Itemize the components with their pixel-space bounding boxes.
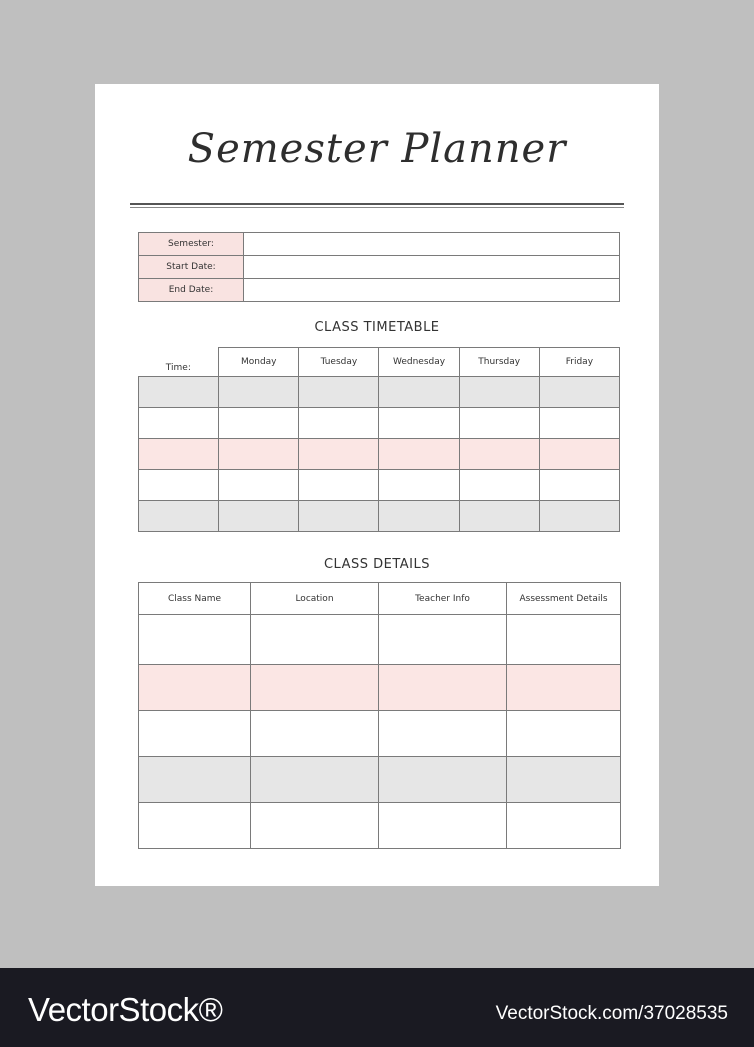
timetable-row: [139, 408, 620, 439]
day-wednesday: Wednesday: [379, 348, 459, 377]
semester-info-table: [138, 232, 620, 302]
watermark-footer: [0, 968, 754, 1047]
end-date-label: End Date:: [139, 279, 244, 302]
timetable-cell[interactable]: [539, 408, 619, 439]
timetable-cell[interactable]: [539, 501, 619, 532]
timetable-cell[interactable]: [539, 470, 619, 501]
details-row: [139, 665, 621, 711]
timetable-cell[interactable]: [219, 408, 299, 439]
day-tuesday: Tuesday: [299, 348, 379, 377]
timetable-cell[interactable]: [539, 439, 619, 470]
details-cell[interactable]: [507, 615, 621, 665]
time-label: Time:: [139, 348, 219, 377]
details-row: [139, 711, 621, 757]
details-cell[interactable]: [251, 757, 379, 803]
timetable-cell[interactable]: [299, 501, 379, 532]
details-cell[interactable]: [139, 803, 251, 849]
details-cell[interactable]: [379, 803, 507, 849]
details-cell[interactable]: [251, 711, 379, 757]
details-cell[interactable]: [507, 665, 621, 711]
end-date-row: [139, 279, 620, 302]
title-divider: [130, 203, 624, 205]
details-row: [139, 615, 621, 665]
timetable-cell[interactable]: [459, 470, 539, 501]
semester-row: [139, 233, 620, 256]
timetable-cell[interactable]: [139, 408, 219, 439]
col-teacher-info: Teacher Info: [379, 583, 507, 615]
day-thursday: Thursday: [459, 348, 539, 377]
start-date-row: [139, 256, 620, 279]
timetable-row: [139, 470, 620, 501]
timetable-cell[interactable]: [379, 470, 459, 501]
timetable-cell[interactable]: [379, 439, 459, 470]
timetable-cell[interactable]: [299, 439, 379, 470]
start-date-field[interactable]: [244, 256, 620, 279]
details-row: [139, 757, 621, 803]
details-heading: CLASS DETAILS: [323, 557, 431, 572]
timetable-cell[interactable]: [139, 501, 219, 532]
details-cell[interactable]: [139, 711, 251, 757]
details-cell[interactable]: [379, 615, 507, 665]
details-header-row: [139, 583, 621, 615]
timetable-cell[interactable]: [539, 377, 619, 408]
details-row: [139, 803, 621, 849]
vectorstock-logo: VectorStock®: [28, 991, 223, 1028]
timetable-cell[interactable]: [299, 470, 379, 501]
timetable-cell[interactable]: [299, 408, 379, 439]
timetable-row: [139, 501, 620, 532]
timetable-cell[interactable]: [299, 377, 379, 408]
day-friday: Friday: [539, 348, 619, 377]
details-cell[interactable]: [251, 615, 379, 665]
details-cell[interactable]: [139, 665, 251, 711]
details-cell[interactable]: [507, 757, 621, 803]
timetable-cell[interactable]: [379, 501, 459, 532]
timetable-cell[interactable]: [459, 501, 539, 532]
timetable-heading: CLASS TIMETABLE: [314, 320, 440, 335]
details-cell[interactable]: [139, 757, 251, 803]
end-date-field[interactable]: [244, 279, 620, 302]
timetable-cell[interactable]: [219, 501, 299, 532]
timetable-cell[interactable]: [139, 377, 219, 408]
col-location: Location: [251, 583, 379, 615]
start-date-label: Start Date:: [139, 256, 244, 279]
col-class-name: Class Name: [139, 583, 251, 615]
details-cell[interactable]: [379, 757, 507, 803]
timetable-cell[interactable]: [219, 439, 299, 470]
timetable-header-row: [139, 348, 620, 377]
col-assessment-details: Assessment Details: [507, 583, 621, 615]
class-timetable: [138, 347, 620, 532]
timetable-row: [139, 377, 620, 408]
timetable-cell[interactable]: [219, 377, 299, 408]
class-details-table: [138, 582, 621, 849]
timetable-cell[interactable]: [459, 377, 539, 408]
semester-field[interactable]: [244, 233, 620, 256]
details-cell[interactable]: [507, 711, 621, 757]
timetable-cell[interactable]: [139, 439, 219, 470]
page-title: Semester Planner: [187, 126, 567, 172]
timetable-cell[interactable]: [139, 470, 219, 501]
details-cell[interactable]: [379, 711, 507, 757]
title-divider-thin: [130, 207, 624, 208]
details-cell[interactable]: [507, 803, 621, 849]
day-monday: Monday: [219, 348, 299, 377]
details-cell[interactable]: [139, 615, 251, 665]
timetable-cell[interactable]: [219, 470, 299, 501]
stock-id: VectorStock.com/37028535: [495, 1003, 728, 1024]
timetable-cell[interactable]: [379, 377, 459, 408]
timetable-cell[interactable]: [459, 439, 539, 470]
details-cell[interactable]: [251, 665, 379, 711]
timetable-row: [139, 439, 620, 470]
timetable-cell[interactable]: [459, 408, 539, 439]
semester-label: Semester:: [139, 233, 244, 256]
timetable-cell[interactable]: [379, 408, 459, 439]
details-cell[interactable]: [251, 803, 379, 849]
details-cell[interactable]: [379, 665, 507, 711]
